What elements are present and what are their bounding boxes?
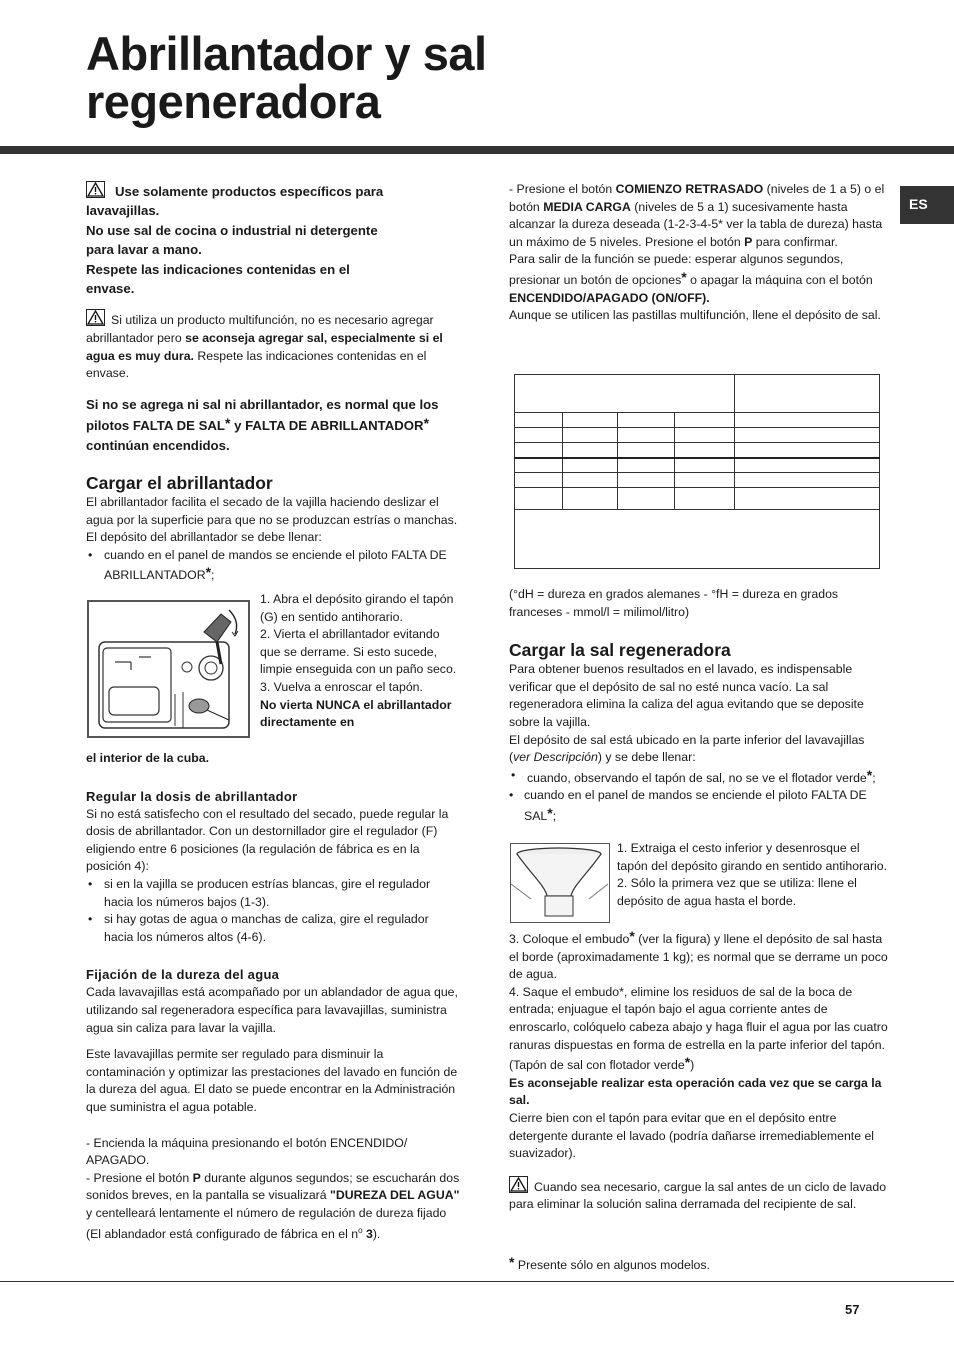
table-cell xyxy=(617,413,674,428)
regular-bullet-1: • si en la vajilla se producen estrías blancas, gire el regulador hacia los números bajos (1-3). xyxy=(86,876,460,911)
warning-products: Use solamente productos específicos para lavavajillas. No use sal de cocina o industrial ni detergente para lavar a mano. Respete las indicaciones contenidas en el envase. xyxy=(86,181,460,298)
sal-steps-lower xyxy=(509,928,889,1214)
abrillantador-steps xyxy=(260,591,460,732)
table-cell xyxy=(515,473,563,488)
warning-icon xyxy=(86,181,105,198)
sal-paragraph-3: Cierre bien con el tapón para evitar que en el depósito entre detergente durante el lavado (podría dañarse irremediablemente el suavizador). xyxy=(509,1110,875,1161)
sal-paragraph-2: El depósito de sal está ubicado en la parte inferior del lavavajillas (ver Descripción) y se debe llenar: xyxy=(509,732,865,765)
table-cell xyxy=(674,428,735,443)
right-column-top xyxy=(509,181,887,325)
table-cell xyxy=(617,428,674,443)
table-cell xyxy=(674,488,735,510)
table-cell xyxy=(674,443,735,458)
sal-step-3: 3. Coloque el embudo* (ver la figura) y llene el depósito de sal hasta el borde (aproximadamente 1 kg); es normal que se derrame un poco de agua. xyxy=(509,928,888,982)
fijacion-paragraph-2: Este lavavajillas permite ser regulado para disminuir la contaminación y optimizar las prestaciones del lavado en función de la dureza del agua. El dato se puede encontrar en la Administración que suministra el agua potable. xyxy=(86,1047,458,1114)
sal-step-2: 2. Sólo la primera vez que se utiliza: llene el depósito de agua hasta el borde. xyxy=(617,876,857,908)
title-line-1: Abrillantador y sal xyxy=(86,27,487,80)
abr-warning-a: No vierta NUNCA el abrillantador directamente en xyxy=(260,697,452,730)
heading-fijacion-dureza: Fijación de la dureza del agua xyxy=(86,967,280,983)
table-cell xyxy=(617,473,674,488)
table-cell xyxy=(674,413,735,428)
sal-bullet-2: • cuando en el panel de mandos se enciende el piloto FALTA DE SAL*; xyxy=(509,788,867,823)
warning-multifunction: Si utiliza un producto multifunción, no es necesario agregar abrillantador pero se aconseja agregar sal, especialmente si el agua es muy dura. Respete las indicaciones contenidas en el envase. xyxy=(86,309,460,382)
table-cell xyxy=(735,428,880,443)
sal-step-1: 1. Extraiga el cesto inferior y desenrosque el tapón del depósito girando en sentido antihorario. xyxy=(617,841,888,873)
fijacion-paragraph-4: - Presione el botón P durante algunos segundos; se escucharán dos sonidos breves, en la pantalla se visualizará "DUREZA DEL AGUA" y centelleará lentamente el número de regulación de dureza fijado (El ablandador está configurado de fábrica en el $n^o$ 3). xyxy=(86,1170,460,1242)
table-cell xyxy=(562,473,617,488)
abr-warning-b: el interior de la cuba. xyxy=(86,751,210,765)
salt-funnel-illustration xyxy=(510,843,610,923)
rinse-aid-dispenser-illustration xyxy=(87,600,250,738)
right-paragraph-1: - Presione el botón COMIENZO RETRASADO (niveles de 1 a 5) o el botón MEDIA CARGA (niveles de 5 a 1) sucesivamente hasta alcanzar la dureza deseada (1-2-3-4-5* ver la tabla de dureza) hasta un máximo de 5 niveles. Presione el botón P para confirmar. xyxy=(509,182,885,249)
footer-rule xyxy=(0,1281,954,1282)
heading-cargar-sal: Cargar la sal regeneradora xyxy=(509,640,731,661)
sal-warning: Cuando sea necesario, cargue la sal antes de un ciclo de lavado para eliminar la solución salina derramada del recipiente de sal. xyxy=(509,1176,889,1214)
page-number: 57 xyxy=(845,1302,860,1317)
sal-step-4: 4. Saque el embudo*, elimine los residuos de sal de la boca de entrada; enjuague el tapón bajo el agua corriente antes de enroscarlo, colóquelo cabeza abajo y haga fluir el agua por las cuatro ranuras dispuestas en forma de estrella en la parte inferior del tapón. (Tapón de sal con flotador verde*) xyxy=(509,984,888,1073)
table-cell xyxy=(735,458,880,473)
sal-advice: Es aconsejable realizar esta operación cada vez que se carga la sal. xyxy=(509,1075,882,1108)
table-cell xyxy=(735,413,880,428)
sal-steps-top xyxy=(617,840,889,910)
water-hardness-table xyxy=(514,374,880,569)
heading-regular-dosis: Regular la dosis de abrillantador xyxy=(86,788,298,804)
table-note: (°dH = dureza en grados alemanes - °fH = dureza en grados franceses - mmol/l = milimol/litro) xyxy=(509,587,839,619)
table-cell xyxy=(735,473,880,488)
table-cell xyxy=(515,458,563,473)
abr-step-2: 2. Vierta el abrillantador evitando que se derrame. Si esto sucede, limpie enseguida con un paño seco. xyxy=(260,627,457,677)
table-cell xyxy=(562,443,617,458)
left-column-lower xyxy=(86,750,460,1244)
abrillantador-intro: El abrillantador facilita el secado de la vajilla haciendo deslizar el agua por la superficie para que no se produzcan estrías o manchas. xyxy=(86,495,458,527)
page-title xyxy=(86,27,487,128)
regular-paragraph: Si no está satisfecho con el resultado del secado, puede regular la dosis de abrillantador. Con un destornillador gire el regulador (F) eligiendo entre 6 posiciones (la regulación de fábrica es en la posición 4): xyxy=(86,806,449,874)
normal-notice: Si no se agrega ni sal ni abrillantador, es normal que los pilotos FALTA DE SAL* y FALTA DE ABRILLANTADOR* continúan encendidos. xyxy=(86,396,439,453)
table-cell xyxy=(562,413,617,428)
fijacion-paragraph-3: - Encienda la máquina presionando el botón ENCENDIDO/ APAGADO. xyxy=(86,1135,408,1168)
table-cell xyxy=(562,458,617,473)
fijacion-paragraph-1: Cada lavavajillas está acompañado por un ablandador de agua que, utilizando sal regeneradora específica para lavavajillas, suministra agua sin caliza para lavar la vajilla. xyxy=(86,985,458,1035)
table-cell xyxy=(515,428,563,443)
abrillantador-bullet: • cuando en el panel de mandos se enciende el piloto FALTA DE ABRILLANTADOR*; xyxy=(86,547,460,585)
abrillantador-fill-when: El depósito del abrillantador se debe llenar: xyxy=(86,530,322,545)
regular-bullet-2: • si hay gotas de agua o manchas de caliza, gire el regulador hacia los números altos (4-6). xyxy=(86,911,460,946)
table-cell xyxy=(735,488,880,510)
table-cell xyxy=(674,458,735,473)
table-cell xyxy=(515,443,563,458)
table-cell xyxy=(562,428,617,443)
sal-bullet-1: • cuando, observando el tapón de sal, no se ve el flotador verde*; xyxy=(509,767,889,788)
footnote: * Presente sólo en algunos modelos. xyxy=(509,1254,710,1272)
right-column-lower xyxy=(509,586,889,826)
table-cell xyxy=(515,488,563,510)
heading-cargar-abrillantador: Cargar el abrillantador xyxy=(86,473,273,494)
title-line-2: regeneradora xyxy=(86,75,381,128)
table-cell xyxy=(674,473,735,488)
left-column xyxy=(86,181,460,585)
table-header-cell xyxy=(735,375,880,413)
title-rule xyxy=(0,146,954,154)
table-cell xyxy=(617,488,674,510)
warning-icon xyxy=(509,1176,528,1193)
abr-step-3: 3. Vuelva a enroscar el tapón. xyxy=(260,679,423,694)
table-cell xyxy=(735,443,880,458)
table-cell xyxy=(515,413,563,428)
right-paragraph-2: Para salir de la función se puede: esperar algunos segundos, presionar un botón de opciones* o apagar la máquina con el botón ENCENDIDO/APAGADO (ON/OFF). xyxy=(509,252,873,305)
table-header-cell xyxy=(515,375,735,413)
abr-step-1: 1. Abra el depósito girando el tapón (G) en sentido antihorario. xyxy=(260,592,454,624)
table-cell xyxy=(562,488,617,510)
right-paragraph-3: Aunque se utilicen las pastillas multifunción, llene el depósito de sal. xyxy=(509,308,881,323)
table-cell xyxy=(617,458,674,473)
warning-icon xyxy=(86,309,105,326)
table-footer-cell xyxy=(515,510,880,569)
sal-paragraph-1: Para obtener buenos resultados en el lavado, es indispensable verificar que el depósito de sal no esté nunca vacío. La sal regeneradora elimina la caliza del agua evitando que se deposite sobre la vajilla. xyxy=(509,662,864,729)
table-cell xyxy=(617,443,674,458)
language-tab: ES xyxy=(900,186,954,224)
